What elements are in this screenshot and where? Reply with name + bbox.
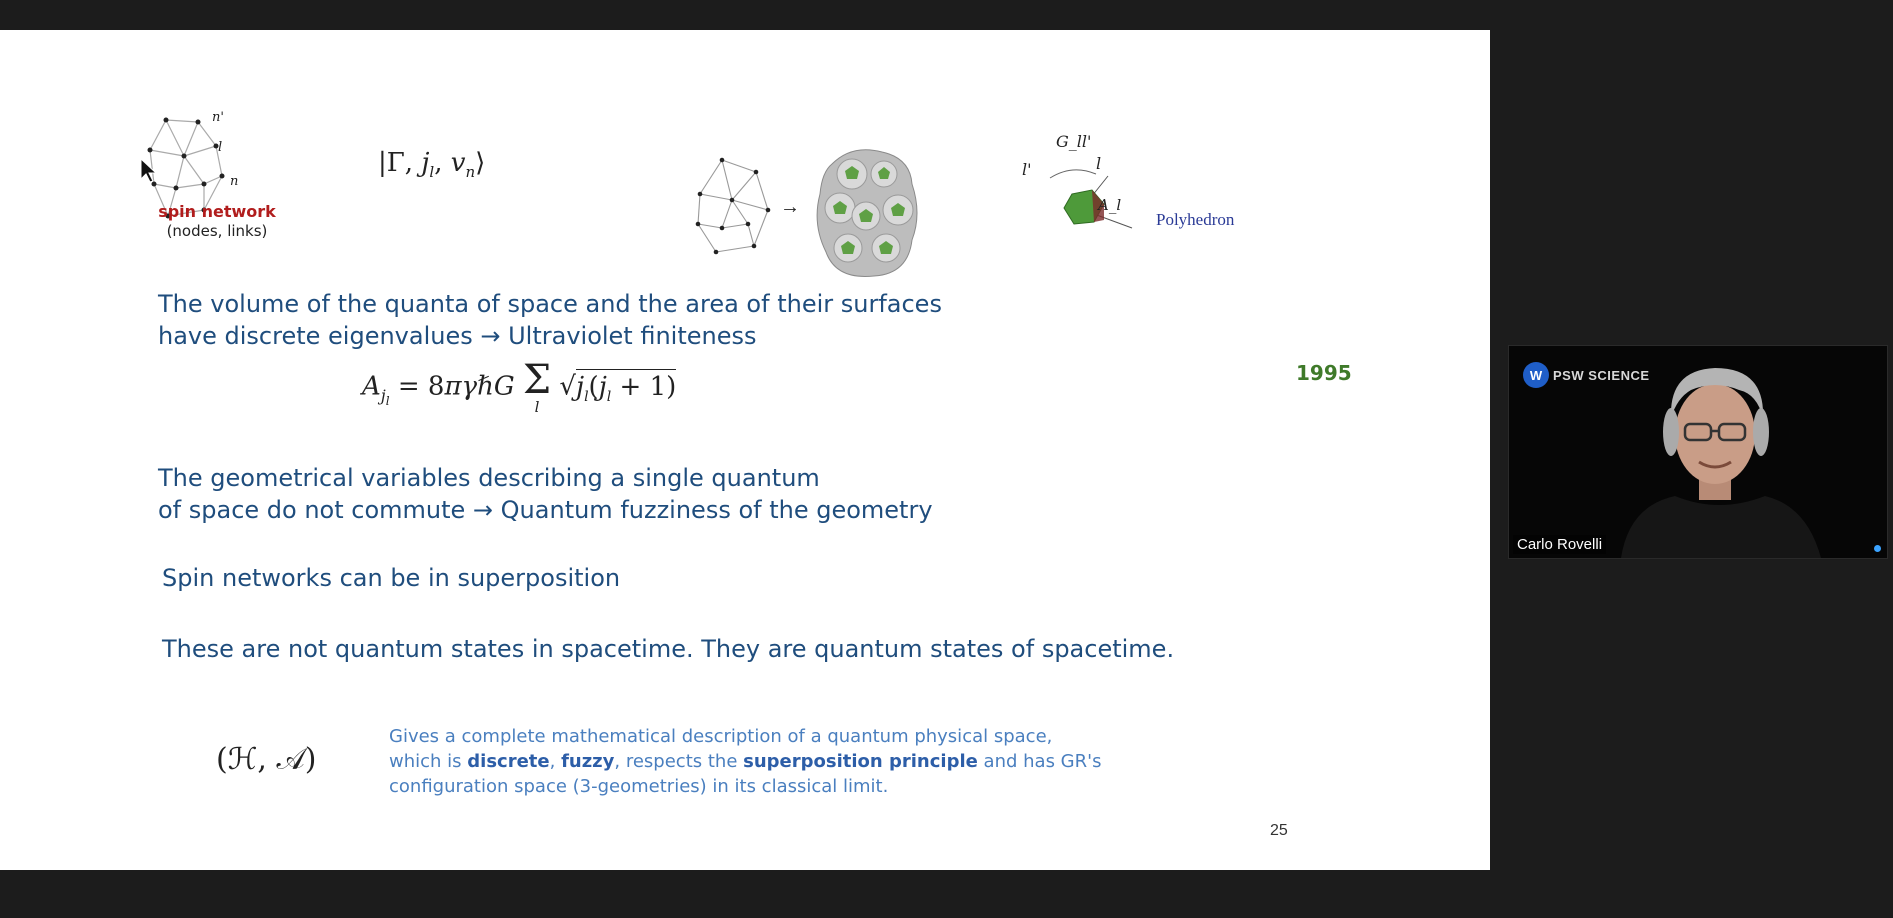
- complete-description-text: [389, 724, 1149, 799]
- mouse-cursor-icon: [140, 158, 158, 184]
- arrow-right-icon: →: [780, 196, 800, 218]
- description-separator: ,: [549, 751, 562, 772]
- link-label-l: l: [218, 140, 223, 155]
- spacetime-states-text: These are not quantum states in spacetime. They are quantum states of spacetime.: [162, 635, 1175, 663]
- spin-network-subcaption: (nodes, links): [166, 222, 268, 240]
- logo-mark-icon: W: [1523, 362, 1549, 388]
- description-line3: configuration space (3-geometries) in its classical limit.: [389, 776, 889, 797]
- description-line2-post: and has GR's: [977, 751, 1102, 772]
- polyhedron-label-l: l: [1096, 154, 1102, 173]
- description-line1: Gives a complete mathematical description of a quantum physical space,: [389, 726, 1053, 747]
- channel-logo: [1523, 362, 1650, 388]
- description-line2-pre: which is: [389, 751, 468, 772]
- audio-status-icon: [1874, 545, 1881, 552]
- geometrical-variables-text-line2: of space do not commute → Quantum fuzziness of the geometry: [158, 496, 933, 524]
- polyhedron-label-g: G_ll': [1056, 132, 1092, 151]
- year-label: 1995: [1296, 361, 1352, 385]
- superposition-principle-keyword: superposition principle: [743, 751, 978, 772]
- superposition-text: Spin networks can be in superposition: [162, 564, 621, 592]
- slide-page-number: 25: [1270, 822, 1288, 839]
- quanta-of-space-diagram: [812, 144, 924, 284]
- node-label-n-prime: n': [212, 110, 224, 125]
- polyhedron-label-l-prime: l': [1022, 160, 1032, 179]
- fuzzy-keyword: fuzzy: [561, 751, 615, 772]
- area-spectrum-formula: $A_{j_l}$ = 8πγℏG Σ l $√j_l(j_l + 1)$: [362, 357, 677, 416]
- polyhedron-diagram: [1020, 156, 1140, 250]
- graph-diagram: [692, 154, 782, 264]
- description-line2-mid: , respects the: [614, 751, 744, 772]
- volume-area-text-line1: The volume of the quanta of space and the area of their surfaces: [158, 290, 942, 318]
- spin-network-caption: spin network: [158, 202, 276, 221]
- polyhedron-label-area: A_l: [1098, 196, 1122, 214]
- spin-network-state-ket: |Γ, $j_l$, $v_n⟩$: [378, 148, 486, 182]
- discrete-keyword: discrete: [467, 751, 550, 772]
- hilbert-algebra-symbol: (ℋ, 𝒜): [216, 742, 317, 777]
- participant-video-tile[interactable]: [1508, 345, 1888, 559]
- participant-name: Carlo Rovelli: [1513, 535, 1606, 554]
- polyhedron-caption: Polyhedron: [1156, 210, 1235, 229]
- node-label-n: n: [230, 174, 239, 189]
- presentation-slide: [0, 30, 1490, 870]
- volume-area-text-line2: have discrete eigenvalues → Ultraviolet finiteness: [158, 322, 757, 350]
- logo-text: PSW SCIENCE: [1553, 367, 1650, 383]
- geometrical-variables-text-line1: The geometrical variables describing a single quantum: [158, 464, 820, 492]
